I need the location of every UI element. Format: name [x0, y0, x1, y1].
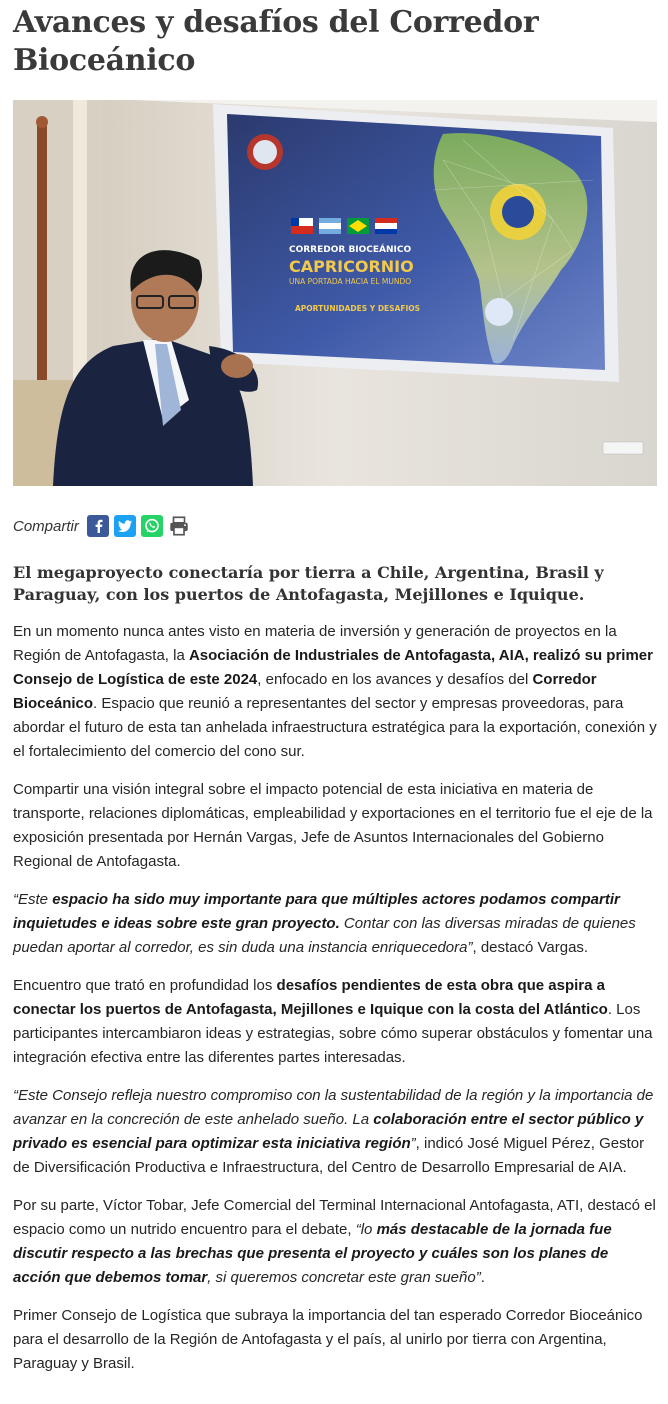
paragraph-bold: Corredor Bioceánico [13, 671, 597, 712]
paragraph-bold-italic: más destacable de la jornada fue discutir respecto a las brechas que presenta el proyecto y cuáles son los planes de acción que debemos tomar [13, 1221, 612, 1286]
paragraph-3 [13, 888, 659, 960]
share-bar [13, 512, 195, 540]
paragraph-bold-italic: colaboración entre el sector público y privado es esencial para optimizar esta iniciativa región [13, 1111, 644, 1152]
paragraph-text: , indicó José Miguel Pérez, Gestor de Diversificación Productiva e Infraestructura, del Centro de Desarrollo Empresarial de AIA. [13, 1135, 645, 1176]
paragraph-italic: “lo [355, 1221, 377, 1238]
paragraph-text: . Los participantes intercambiaron ideas y estrategias, sobre cómo superar obstáculos y fomentar una integración efectiva entre las diferentes partes interesadas. [13, 1001, 653, 1066]
share-label: Compartir [13, 517, 79, 535]
slide-text-4: APORTUNIDADES Y DESAFIOS [295, 304, 421, 313]
article-body [13, 620, 659, 1390]
paragraph-italic: ” [410, 1135, 416, 1152]
slide-text-1: CORREDOR BIOCEÁNICO [289, 245, 412, 255]
slide-text-2: CAPRICORNIO [289, 257, 414, 276]
paragraph-bold-italic: espacio ha sido muy importante para que múltiples actores podamos compartir inquietudes e ideas sobre este gran proyecto. [13, 891, 620, 932]
paragraph-5 [13, 1084, 659, 1180]
twitter-icon[interactable] [114, 515, 136, 537]
paragraph-4 [13, 974, 659, 1070]
paragraph-bold: Asociación de Industriales de Antofagasta, AIA, realizó su primer Consejo de Logística de este 2024 [13, 647, 653, 688]
paragraph-text: En un momento nunca antes visto en materia de inversión y generación de proyectos en la Región de Antofagasta, la [13, 623, 617, 664]
paragraph-1 [13, 620, 659, 764]
paragraph-text: , enfocado en los avances y desafíos del [257, 671, 533, 688]
paragraph-text: . Espacio que reunió a representantes del sector y empresas proveedoras, para abordar el futuro de esta tan anhelada infraestructura estratégica para la exportación, conexión y el fortalecimiento del comercio del cono sur. [13, 695, 657, 760]
paragraph-italic: Contar con las diversas miradas de quienes puedan aportar al corredor, es sin duda una instancia enriquecedora” [13, 915, 636, 956]
paragraph-text: , destacó Vargas. [472, 939, 589, 956]
article-photo [13, 100, 657, 486]
paragraph-text: . [480, 1269, 485, 1286]
paragraph-bold: desafíos pendientes de esta obra que aspira a conectar los puertos de Antofagasta, Mejillones e Iquique con la costa del Atlántico [13, 977, 608, 1018]
paragraph-italic: “Este [13, 891, 53, 908]
paragraph-2: Compartir una visión integral sobre el impacto potencial de esta iniciativa en materia de transporte, relaciones diplomáticas, empleabilidad y exportaciones en el territorio fue el eje de la exposición presentada por Hernán Vargas, Jefe de Asuntos Internacionales del Gobierno Regional de Antofagasta. [13, 781, 653, 870]
paragraph-italic: “Este Consejo refleja nuestro compromiso con la sustentabilidad de la región y la importancia de avanzar en la concreción de este anhelado sueño. La [13, 1087, 654, 1128]
article-title: Avances y desafíos del Corredor Bioceánico [13, 5, 539, 78]
article [13, 0, 659, 1372]
slide-text-3: UNA PORTADA HACIA EL MUNDO [289, 277, 412, 286]
paragraph-7: Primer Consejo de Logística que subraya la importancia del tan esperado Corredor Bioceánico para el desarrollo de la Región de Antofagasta y el país, al unirlo por tierra con Argentina, Paraguay y Brasil. [13, 1307, 643, 1372]
paragraph-italic: , si queremos concretar este gran sueño” [207, 1269, 481, 1286]
print-icon[interactable] [168, 515, 190, 537]
paragraph-text: Por su parte, Víctor Tobar, Jefe Comercial del Terminal Internacional Antofagasta, ATI, destacó el espacio como un nutrido encuentro para el debate, [13, 1197, 656, 1238]
whatsapp-icon[interactable] [141, 515, 163, 537]
facebook-icon[interactable] [87, 515, 109, 537]
paragraph-text: Encuentro que trató en profundidad los [13, 977, 277, 994]
article-lead: El megaproyecto conectaría por tierra a Chile, Argentina, Brasil y Paraguay, con los puertos de Antofagasta, Mejillones e Iquique. [13, 563, 604, 604]
paragraph-6 [13, 1194, 659, 1290]
